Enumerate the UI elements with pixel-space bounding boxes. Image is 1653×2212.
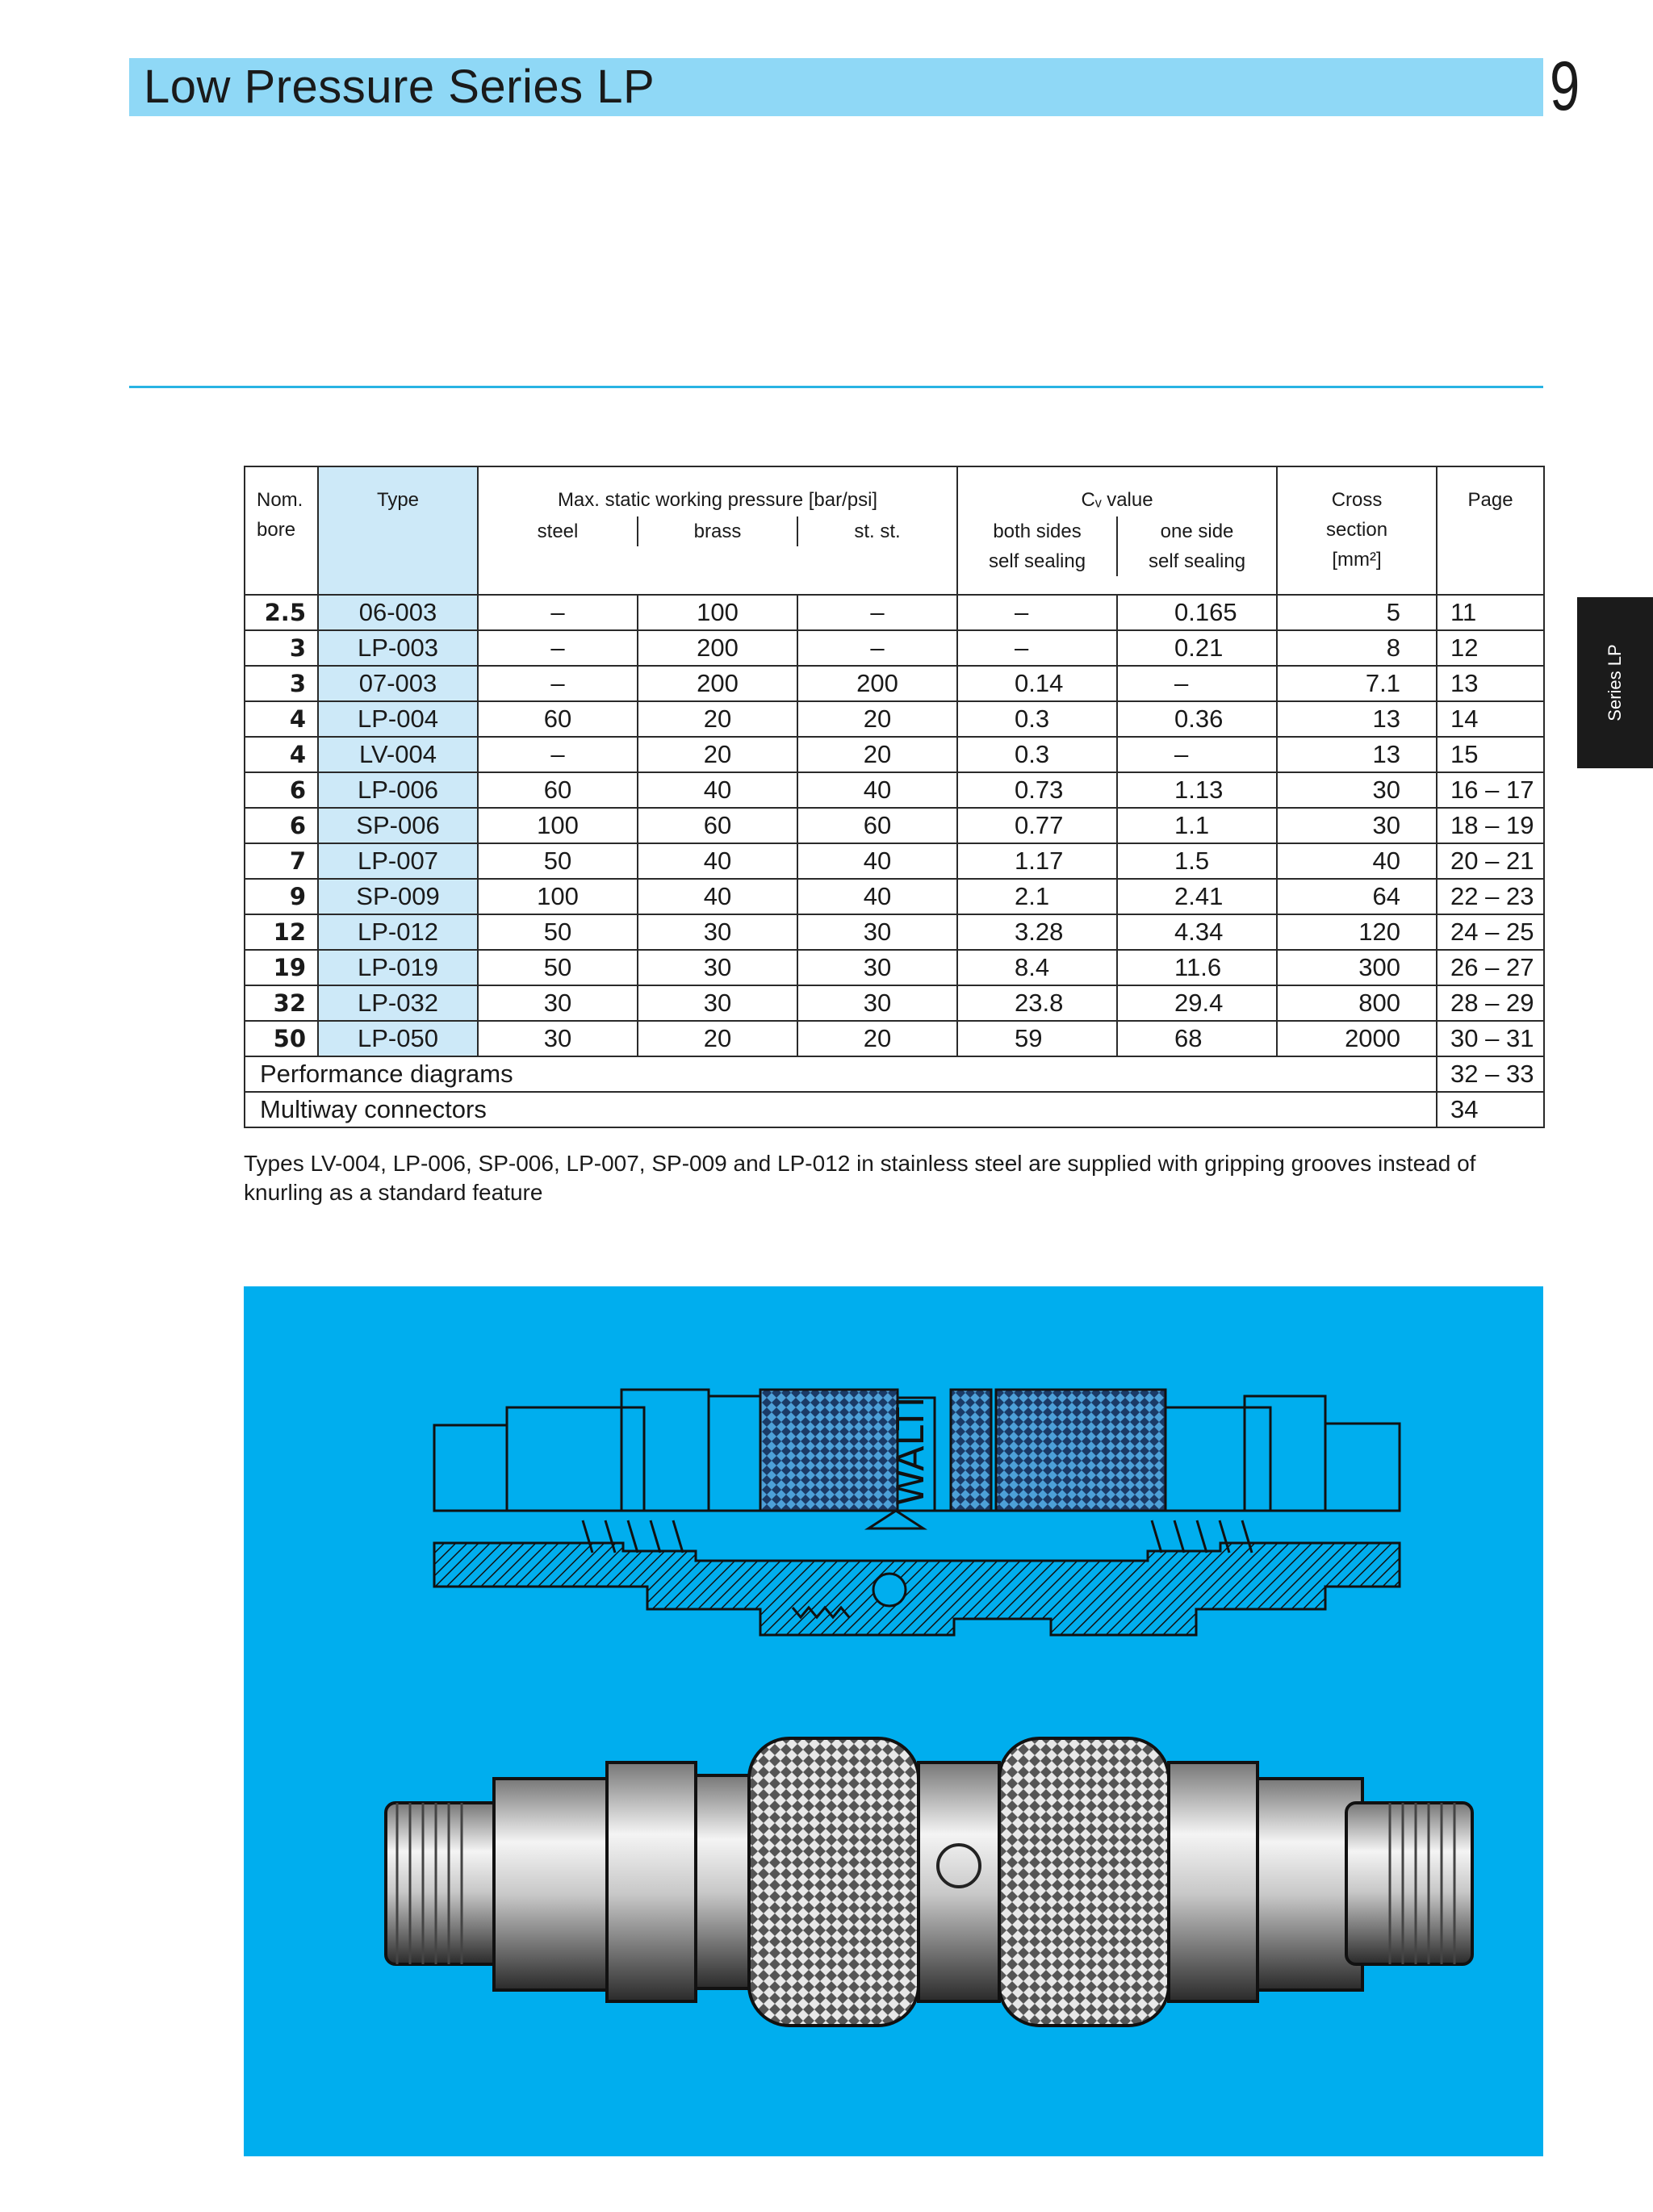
cell-bore: 9	[245, 879, 318, 914]
cell-page: 28 – 29	[1437, 985, 1544, 1021]
cell-cv-one: 0.21	[1117, 630, 1277, 666]
cell-section-label: Performance diagrams	[245, 1056, 1437, 1092]
header-steel: steel	[537, 521, 579, 542]
cell-bore: 3	[245, 666, 318, 701]
product-illustration	[244, 1286, 1543, 2156]
cell-bore: 32	[245, 985, 318, 1021]
cell-cross-section: 13	[1277, 701, 1437, 737]
header-cross-section: Cross section [mm²]	[1277, 466, 1437, 595]
cell-cv-both: 23.8	[957, 985, 1117, 1021]
cell-cv-both: 0.73	[957, 772, 1117, 808]
cell-type: 07-003	[318, 666, 478, 701]
cell-brass: 20	[638, 1021, 797, 1056]
side-tab-label: Series LP	[1605, 644, 1625, 721]
cell-cv-one: 11.6	[1117, 950, 1277, 985]
cell-steel: 50	[478, 843, 638, 879]
cell-cross-section: 120	[1277, 914, 1437, 950]
cell-cross-section: 40	[1277, 843, 1437, 879]
cell-stst: 20	[797, 701, 957, 737]
cell-type: LP-007	[318, 843, 478, 879]
table-row	[245, 737, 1544, 772]
cell-type: LP-003	[318, 630, 478, 666]
cell-steel: 30	[478, 1021, 638, 1056]
cell-bore: 6	[245, 772, 318, 808]
cell-cross-section: 30	[1277, 772, 1437, 808]
cell-page: 20 – 21	[1437, 843, 1544, 879]
cell-steel: 100	[478, 879, 638, 914]
cell-brass: 30	[638, 914, 797, 950]
cell-steel: 60	[478, 701, 638, 737]
cell-cv-one: 1.5	[1117, 843, 1277, 879]
cell-bore: 50	[245, 1021, 318, 1056]
table-row	[245, 630, 1544, 666]
cell-bore: 12	[245, 914, 318, 950]
cell-bore: 3	[245, 630, 318, 666]
cell-cross-section: 64	[1277, 879, 1437, 914]
cell-page: 12	[1437, 630, 1544, 666]
table-row	[245, 772, 1544, 808]
cell-cv-one: 4.34	[1117, 914, 1277, 950]
cell-bore: 4	[245, 737, 318, 772]
cell-page: 16 – 17	[1437, 772, 1544, 808]
cell-cross-section: 800	[1277, 985, 1437, 1021]
cell-brass: 30	[638, 950, 797, 985]
table-row	[245, 701, 1544, 737]
cell-page: 26 – 27	[1437, 950, 1544, 985]
table-row	[245, 1056, 1544, 1092]
cell-page: 11	[1437, 595, 1544, 630]
cell-type: LP-050	[318, 1021, 478, 1056]
table-row	[245, 595, 1544, 630]
cell-stst: 20	[797, 737, 957, 772]
cell-steel: –	[478, 737, 638, 772]
table-row	[245, 1092, 1544, 1127]
cell-page: 14	[1437, 701, 1544, 737]
cell-brass: 100	[638, 595, 797, 630]
cell-page: 32 – 33	[1437, 1056, 1544, 1092]
cell-stst: 200	[797, 666, 957, 701]
header-page: Page	[1437, 466, 1544, 595]
table-row	[245, 1021, 1544, 1056]
cell-type: SP-006	[318, 808, 478, 843]
cell-type: LP-006	[318, 772, 478, 808]
cell-stst: 30	[797, 914, 957, 950]
cell-cross-section: 30	[1277, 808, 1437, 843]
cell-brass: 20	[638, 701, 797, 737]
cell-page: 30 – 31	[1437, 1021, 1544, 1056]
cell-type: LP-032	[318, 985, 478, 1021]
cell-type: LP-019	[318, 950, 478, 985]
cell-type: LP-012	[318, 914, 478, 950]
cell-brass: 40	[638, 772, 797, 808]
table-header-row	[245, 466, 1544, 595]
cell-steel: 100	[478, 808, 638, 843]
table-row	[245, 666, 1544, 701]
cell-stst: 20	[797, 1021, 957, 1056]
cell-cv-both: 3.28	[957, 914, 1117, 950]
cell-stst: 40	[797, 879, 957, 914]
cell-cv-one: –	[1117, 666, 1277, 701]
cell-brass: 60	[638, 808, 797, 843]
header-stst: st. st.	[797, 516, 956, 546]
cell-type: LV-004	[318, 737, 478, 772]
cell-stst: 40	[797, 772, 957, 808]
cell-brass: 40	[638, 879, 797, 914]
cell-type: LP-004	[318, 701, 478, 737]
cell-cross-section: 7.1	[1277, 666, 1437, 701]
table-row	[245, 843, 1544, 879]
table-row	[245, 879, 1544, 914]
cell-steel: 50	[478, 950, 638, 985]
brand-mark: WALTI	[889, 1396, 932, 1506]
chapter-number: 9	[1550, 48, 1580, 125]
cell-cv-both: –	[957, 630, 1117, 666]
cell-bore: 4	[245, 701, 318, 737]
divider-rule	[129, 386, 1543, 388]
cell-bore: 7	[245, 843, 318, 879]
header-cv-both: both sides self sealing	[988, 521, 1086, 572]
header-type: Type	[318, 466, 478, 595]
table-row	[245, 950, 1544, 985]
cell-steel: 60	[478, 772, 638, 808]
specification-table	[244, 466, 1545, 1128]
table-row	[245, 808, 1544, 843]
table-row	[245, 985, 1544, 1021]
cell-section-label: Multiway connectors	[245, 1092, 1437, 1127]
page-title: Low Pressure Series LP	[144, 61, 655, 113]
footnote: Types LV-004, LP-006, SP-006, LP-007, SP-009 and LP-012 in stainless steel are supplied with gripping grooves instead of knurling as a standard feature	[244, 1151, 1476, 1205]
cell-page: 34	[1437, 1092, 1544, 1127]
cell-cv-one: 29.4	[1117, 985, 1277, 1021]
header-cv: Cᵥ value both sides self sealing one side self sealing	[957, 466, 1277, 595]
cell-brass: 200	[638, 666, 797, 701]
cell-brass: 20	[638, 737, 797, 772]
header-brass: brass	[637, 516, 797, 546]
cell-type: 06-003	[318, 595, 478, 630]
cell-cv-both: 59	[957, 1021, 1117, 1056]
cell-page: 18 – 19	[1437, 808, 1544, 843]
cell-stst: 60	[797, 808, 957, 843]
cell-cv-both: 2.1	[957, 879, 1117, 914]
coupling-photo	[386, 1738, 1472, 2026]
cell-brass: 200	[638, 630, 797, 666]
cell-page: 24 – 25	[1437, 914, 1544, 950]
cell-steel: 30	[478, 985, 638, 1021]
cell-cv-one: 0.36	[1117, 701, 1277, 737]
cell-cv-one: 2.41	[1117, 879, 1277, 914]
cell-stst: –	[797, 595, 957, 630]
cell-cv-both: 0.77	[957, 808, 1117, 843]
cell-brass: 40	[638, 843, 797, 879]
cell-cv-both: –	[957, 595, 1117, 630]
cell-cross-section: 5	[1277, 595, 1437, 630]
cell-cv-one: 1.1	[1117, 808, 1277, 843]
cell-cv-one: 0.165	[1117, 595, 1277, 630]
cell-cross-section: 8	[1277, 630, 1437, 666]
cell-cv-one: 1.13	[1117, 772, 1277, 808]
table-row	[245, 914, 1544, 950]
cell-cv-both: 0.3	[957, 701, 1117, 737]
cell-steel: –	[478, 595, 638, 630]
cell-page: 13	[1437, 666, 1544, 701]
cell-cv-one: –	[1117, 737, 1277, 772]
cell-cv-both: 0.3	[957, 737, 1117, 772]
cell-stst: 40	[797, 843, 957, 879]
header-cv-one: one side self sealing	[1116, 516, 1276, 576]
cell-steel: –	[478, 666, 638, 701]
side-tab-series[interactable]	[1577, 597, 1653, 768]
cell-stst: –	[797, 630, 957, 666]
cell-bore: 6	[245, 808, 318, 843]
cell-cv-one: 68	[1117, 1021, 1277, 1056]
cell-cross-section: 13	[1277, 737, 1437, 772]
cell-steel: 50	[478, 914, 638, 950]
cell-page: 15	[1437, 737, 1544, 772]
cell-stst: 30	[797, 985, 957, 1021]
cell-cv-both: 0.14	[957, 666, 1117, 701]
header-nom-bore: Nom. bore	[245, 466, 318, 595]
cell-bore: 2.5	[245, 595, 318, 630]
cell-stst: 30	[797, 950, 957, 985]
cell-cross-section: 300	[1277, 950, 1437, 985]
cell-brass: 30	[638, 985, 797, 1021]
cell-cross-section: 2000	[1277, 1021, 1437, 1056]
header-pressure: Max. static working pressure [bar/psi] steel brass st. st.	[478, 466, 957, 595]
cell-type: SP-009	[318, 879, 478, 914]
cell-bore: 19	[245, 950, 318, 985]
cell-steel: –	[478, 630, 638, 666]
cell-page: 22 – 23	[1437, 879, 1544, 914]
cell-cv-both: 8.4	[957, 950, 1117, 985]
cell-cv-both: 1.17	[957, 843, 1117, 879]
